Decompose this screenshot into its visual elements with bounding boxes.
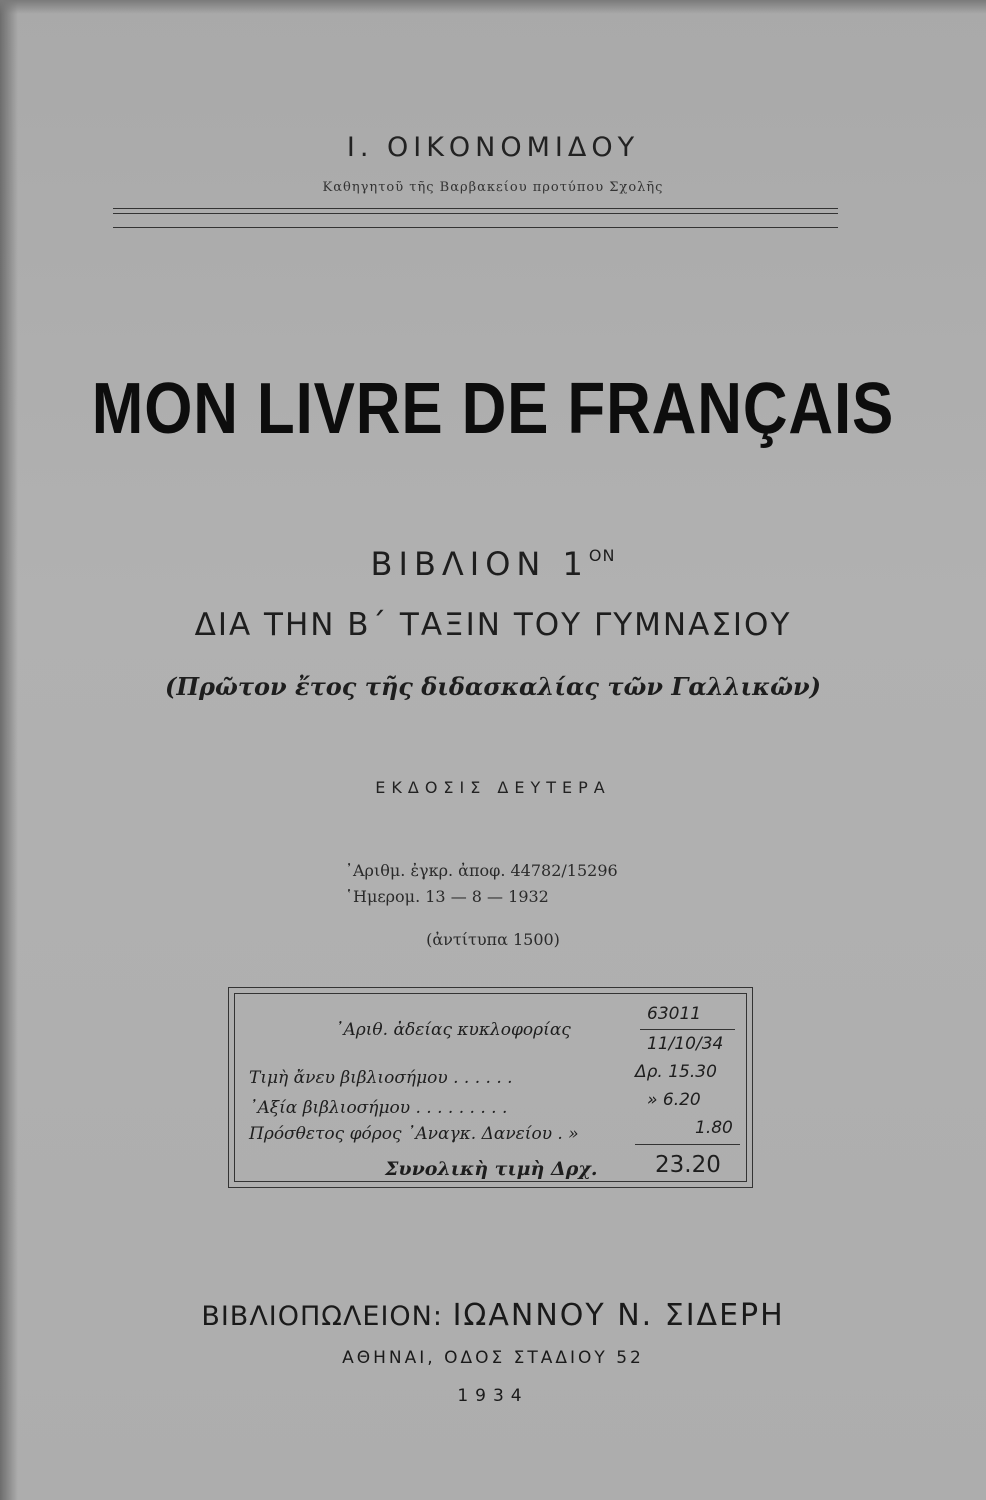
book-number [0, 545, 986, 583]
edition-label: ΕΚΔΟΣΙΣ ΔΕΥΤΕΡΑ [375, 778, 611, 797]
main-title: MON LIVRE DE FRANÇAIS [91, 369, 895, 449]
price-box-inner-frame [234, 993, 747, 1182]
price-row-value: 1.80 [695, 1118, 733, 1138]
approval-block [345, 858, 745, 910]
price-row-value: » 6.20 [647, 1090, 701, 1110]
publisher-name: ΙΩΑΝΝΟΥ Ν. ΣΙΔΕΡΗ [452, 1298, 785, 1333]
author-title: Καθηγητοῦ τῆς Βαρβακείου προτύπου Σχολῆς [322, 180, 664, 195]
copies-count: (ἀντίτυπα 1500) [426, 930, 560, 949]
header-rule-top [113, 208, 838, 209]
header-rule-middle [113, 213, 838, 214]
circulation-number: 63011 [647, 1004, 702, 1024]
grade-line: ΔΙΑ ΤΗΝ Β΄ ΤΑΞΙΝ ΤΟΥ ΓΥΜΝΑΣΙΟΥ [194, 607, 792, 643]
header-rule-bottom [113, 227, 838, 228]
circulation-date: 11/10/34 [647, 1034, 724, 1054]
publisher-line [0, 1298, 986, 1333]
price-row-label: ᾿Αξία βιβλιοσήμου . . . . . . . . . [249, 1098, 508, 1118]
author-name: Ι. ΟΙΚΟΝΟΜΙΔΟΥ [346, 132, 640, 163]
price-row-label: Τιμὴ ἄνευ βιβλιοσήμου . . . . . . [249, 1068, 513, 1088]
total-value: 23.20 [655, 1152, 721, 1178]
circulation-fraction-line [640, 1029, 735, 1030]
total-label: Συνολικὴ τιμὴ Δρχ. [385, 1158, 598, 1180]
approval-date: ῾Ημερομ. 13 — 8 — 1932 [345, 887, 549, 906]
publisher-label: ΒΙΒΛΙΟΠΩΛΕΙΟΝ: [201, 1301, 443, 1332]
approval-number: ᾿Αριθμ. ἐγκρ. ἀποφ. 44782/15296 [345, 861, 618, 880]
publication-year: 1934 [457, 1386, 529, 1406]
book-number-suffix: ΟΝ [588, 546, 616, 565]
total-rule [635, 1144, 740, 1145]
subtitle: (Πρῶτον ἔτος τῆς διδασκαλίας τῶν Γαλλικῶν) [164, 672, 822, 701]
book-number-text: ΒΙΒΛΙΟΝ 1 [370, 545, 589, 583]
price-row-value: Δρ. 15.30 [635, 1062, 717, 1082]
circulation-label: ᾿Αριθ. ἀδείας κυκλοφορίας [335, 1020, 571, 1040]
price-row-label: Πρόσθετος φόρος ᾿Αναγκ. Δανείου . » [249, 1124, 579, 1144]
price-box [228, 987, 753, 1188]
publisher-address: ΑΘΗΝΑΙ, ΟΔΟΣ ΣΤΑΔΙΟΥ 52 [342, 1348, 644, 1368]
